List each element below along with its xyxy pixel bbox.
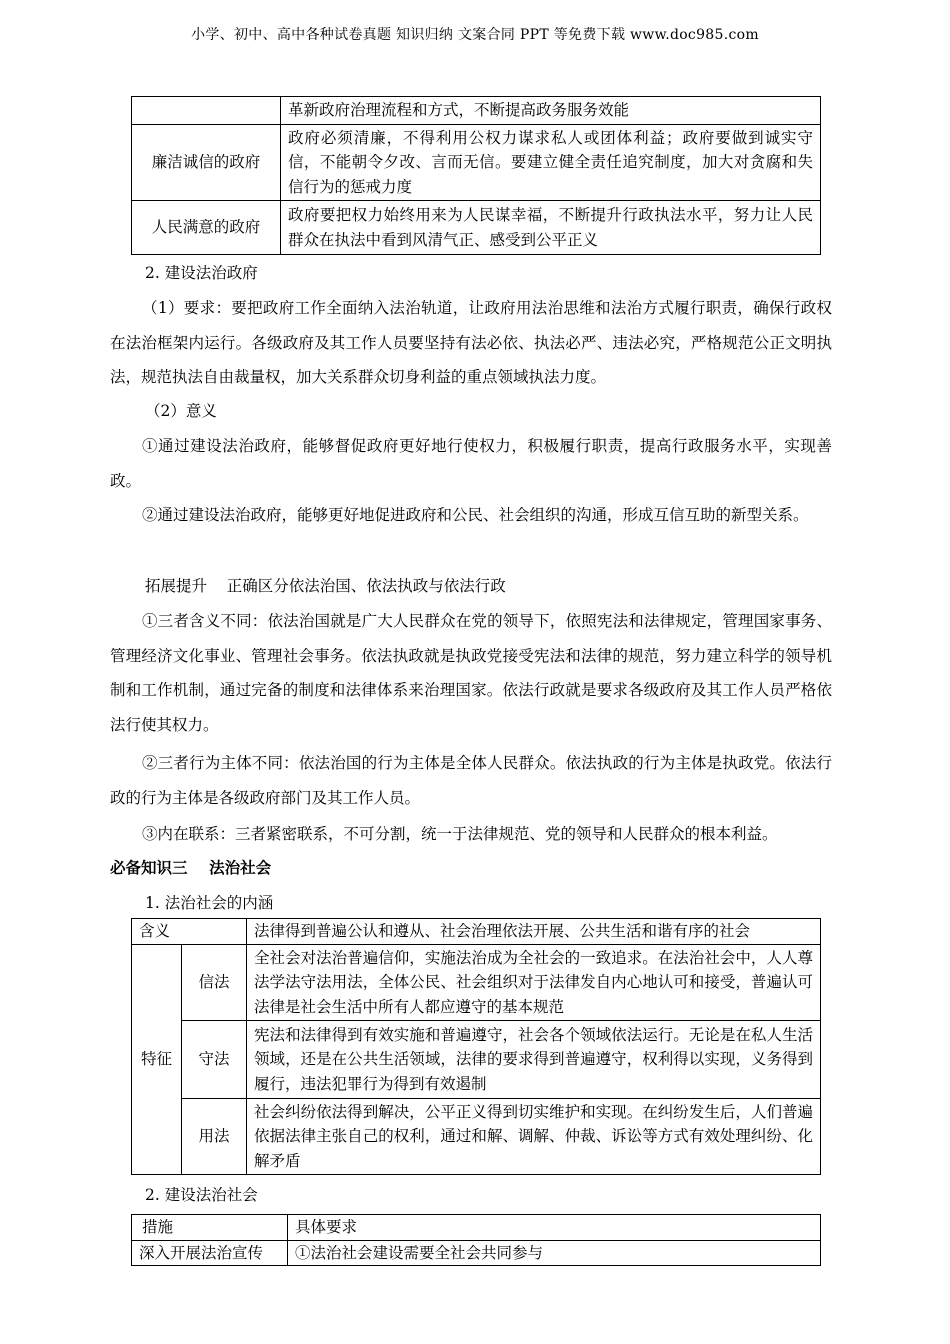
paragraph-extension-1: ①三者含义不同：依法治国就是广大人民群众在党的领导下，依照宪法和法律规定，管理国家事务、管理经济文化事业、管理社会事务。依法执政就是执政党接受宪法和法律的规范，努力建立科学的领导机制和工作机制，通过完备的制度和法律体系来治理国家。依法行政就是要求各级政府及其工作人员严格依法行使其权力。 (110, 612, 832, 734)
table-cell-content: 社会纠纷依法得到解决，公平正义得到切实维护和实现。在纠纷发生后，人们普遍依据法律主张自己的权利，通过和解、调解、仲裁、诉讼等方式有效处理纠纷、化解矛盾 (247, 1099, 821, 1175)
table-cell-content: 法律得到普遍公认和遵从、社会治理依法开展、公共生活和谐有序的社会 (247, 919, 821, 945)
table-cell-content: ①法治社会建设需要全社会共同参与 (288, 1240, 821, 1266)
paragraph-meaning-1: ①通过建设法治政府，能够督促政府更好地行使权力，积极履行职责，提高行政服务水平，实现善政。 (110, 437, 832, 490)
government-table (131, 96, 821, 255)
table-row (132, 1021, 821, 1099)
table-cell-content: 政府必须清廉，不得利用公权力谋求私人或团体利益；政府要做到诚实守信，不能朝令夕改、言而无信。要建立健全责任追究制度，加大对贪腐和失信行为的惩戒力度 (281, 125, 821, 201)
table-cell-content: 革新政府治理流程和方式，不断提高政务服务效能 (281, 97, 821, 125)
table-row (132, 945, 821, 1021)
table-cell-label: 守法 (182, 1021, 247, 1099)
rule-of-law-society-table (131, 918, 821, 1175)
section-title: 2. 建设法治社会 (145, 1186, 258, 1204)
section-title: 1. 法治社会的内涵 (145, 894, 274, 912)
table-row (132, 1215, 821, 1241)
paragraph-extension-2: ②三者行为主体不同：依法治国的行为主体是全体人民群众。依法执政的行为主体是执政党。依法行政的行为主体是各级政府部门及其工作人员。 (110, 754, 832, 807)
table-row (132, 125, 821, 201)
table-cell-label: 信法 (182, 945, 247, 1021)
page-header: 小学、初中、高中各种试卷真题 知识归纳 文案合同 PPT 等免费下载 www.doc985.com (191, 27, 759, 43)
table-row (132, 1099, 821, 1175)
table-header-cell: 措施 (132, 1215, 288, 1241)
paragraph-requirement: （1）要求：要把政府工作全面纳入法治轨道，让政府用法治思维和法治方式履行职责，确保行政权在法治框架内运行。各级政府及其工作人员要坚持有法必依、执法必严、违法必究，严格规范公正文明执法，规范执法自由裁量权，加大关系群众切身利益的重点领域执法力度。 (110, 299, 832, 386)
table-cell-label: 用法 (182, 1099, 247, 1175)
subsection-title: （2）意义 (145, 402, 217, 420)
paragraph-meaning-2: ②通过建设法治政府，能够更好地促进政府和公民、社会组织的沟通，形成互信互助的新型关系。 (142, 506, 809, 524)
table-cell-label: 含义 (132, 919, 247, 945)
table-row (132, 1240, 821, 1266)
paragraph-extension-3: ③内在联系：三者紧密联系，不可分割，统一于法律规范、党的领导和人民群众的根本利益。 (142, 825, 778, 843)
measures-table (131, 1214, 821, 1266)
table-cell-content: 宪法和法律得到有效实施和普遍遵守，社会各个领域依法运行。无论是在私人生活领域，还是在公共生活领域，法律的要求得到普遍遵守，权利得以实现，义务得到履行，违法犯罪行为得到有效遏制 (247, 1021, 821, 1099)
table-cell-label: 特征 (132, 945, 182, 1175)
table-cell-label: 深入开展法治宣传 (132, 1240, 288, 1266)
table-header-cell: 具体要求 (288, 1215, 821, 1241)
table-row (132, 201, 821, 255)
section-title: 2. 建设法治政府 (145, 264, 258, 282)
table-row (132, 919, 821, 945)
table-cell-label: 廉洁诚信的政府 (132, 125, 281, 201)
table-cell-label: 人民满意的政府 (132, 201, 281, 255)
table-row (132, 97, 821, 125)
table-cell-content: 全社会对法治普遍信仰，实施法治成为全社会的一致追求。在法治社会中，人人尊法学法守法用法，全体公民、社会组织对于法律发自内心地认可和接受，普遍认可法律是社会生活中所有人都应遵守的基本规范 (247, 945, 821, 1021)
table-cell-label (132, 97, 281, 125)
extension-title: 拓展提升 正确区分依法治国、依法执政与依法行政 (145, 577, 506, 595)
knowledge-heading: 必备知识三 法治社会 (110, 859, 272, 877)
table-cell-content: 政府要把权力始终用来为人民谋幸福，不断提升行政执法水平，努力让人民群众在执法中看到风清气正、感受到公平正义 (281, 201, 821, 255)
